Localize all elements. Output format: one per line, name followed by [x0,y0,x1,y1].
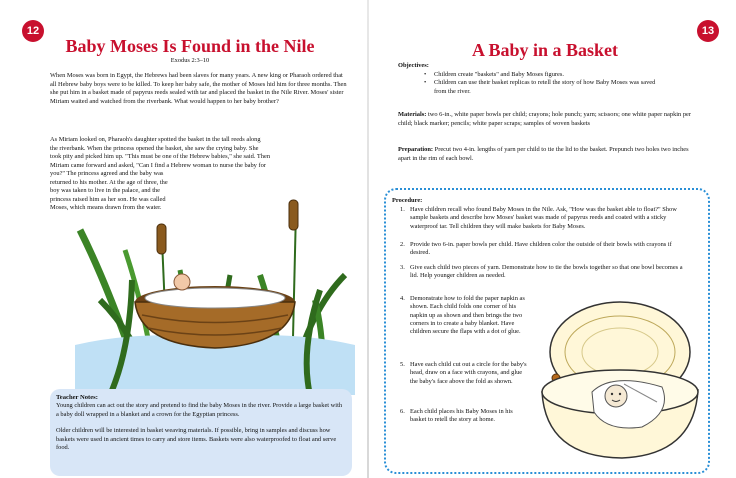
teacher-notes-text-1: Young children can act out the story and pretend to find the baby Moses in the river. Provide a large basket with a baby doll wrapped in a blanket and a crown for the Egyptian princess. [56,402,343,418]
materials-section [398,111,698,128]
scripture-reference: Exodus 2:3–10 [170,57,210,64]
objectives-section [398,62,698,96]
materials-heading: Materials: [398,111,427,118]
teacher-notes-heading: Teacher Notes: [56,394,98,401]
preparation-section [398,146,698,163]
preparation-text: Precut two 4-in. lengths of yarn per child to tie the lid to the basket. Prepunch two holes two inches apart in the rim of each bowl. [398,146,689,162]
teacher-notes [56,394,346,452]
objectives-heading: Objectives: [398,62,429,69]
story-paragraph-1: When Moses was born in Egypt, the Hebrews had been slaves for many years. A new king or Pharaoh ordered that all Hebrew baby boys were to be killed. To keep her baby safe, the mother of Moses hid him for three months. Then she put him in a basket made of papyrus reeds sealed with tar and placed the basket in the Nile River. Moses' sister Miriam waited and watched from the riverbank. What would happen to her baby brother? [50,72,347,105]
preparation-heading: Preparation: [398,146,434,153]
procedure-heading: Procedure: [392,197,423,204]
story-paragraph-2: As Miriam looked on, Pharaoh's daughter spotted the basket in the tall reeds along the riverbank. When the princess opened the basket, she saw the crying baby. She took pity and picked him up. "This must be one of the Hebrew babies," she said. Then Miriam came forward and asked, "Can I find a Hebrew woman to nurse the baby for you?" The princess agreed and the baby was returned to his mother. At the age of three, the boy was taken to live in the palace, and the princess raised him as her son. He was called Moses, which means drawn from the water. [50,136,271,211]
procedure-step-3: 3. Give each child two pieces of yarn. Demonstrate how to tie the bowls together so that one bowl becomes a lid. Help younger children as needed. [400,264,683,280]
left-page-title: Baby Moses Is Found in the Nile [65,36,315,56]
page-number-badge-right: 13 [697,20,719,42]
objective-item: • Children can use their basket replicas to retell the story of how Baby Moses was saved from the river. [422,79,662,96]
reeds-and-basket-illustration [70,180,360,395]
procedure-step-1: 1. Have children recall who found Baby Moses in the Nile. Ask, "How was the basket able to float?" Show sample baskets and describe how Moses' basket was made of papyrus reeds and coated with a sticky waterproof tar. Tell children they will make baskets for Baby Moses. [400,206,677,230]
right-page-title: A Baby in a Basket [471,40,619,60]
page-number-badge-left: 12 [22,20,44,42]
teacher-notes-text-2: Older children will be interested in basket weaving materials. If possible, bring in samples and discuss how baskets were used in ancient times to carry and store items. Baskets were also waterproofed to float and serve food. [56,427,337,452]
procedure-step-5: 5. Have each child cut out a circle for the baby's head, draw on a face with crayons, and glue the baby's face above the fold as shown. [400,361,527,385]
page-gutter [367,0,369,478]
objective-item: • Children create "baskets" and Baby Moses figures. [422,71,698,80]
bowl-basket-illustration [532,292,704,462]
procedure-step-6: 6. Each child places his Baby Moses in his basket to retell the story at home. [400,408,513,424]
procedure-step-4: 4. Demonstrate how to fold the paper napkin as shown. Each child folds one corner of his napkin up as shown and then brings the two corners in to create a baby blanket. Have children secure the flaps with a dot of glue. [400,295,525,336]
materials-text: two 6-in., white paper bowls per child; crayons; hole punch; yarn; scissors; one white paper napkin per child; black marker; pencils; white paper scraps; samples of woven baskets [398,111,692,127]
procedure-step-2: 2. Provide two 6-in. paper bowls per child. Have children color the outside of their bowls with crayons if desired. [400,241,672,257]
